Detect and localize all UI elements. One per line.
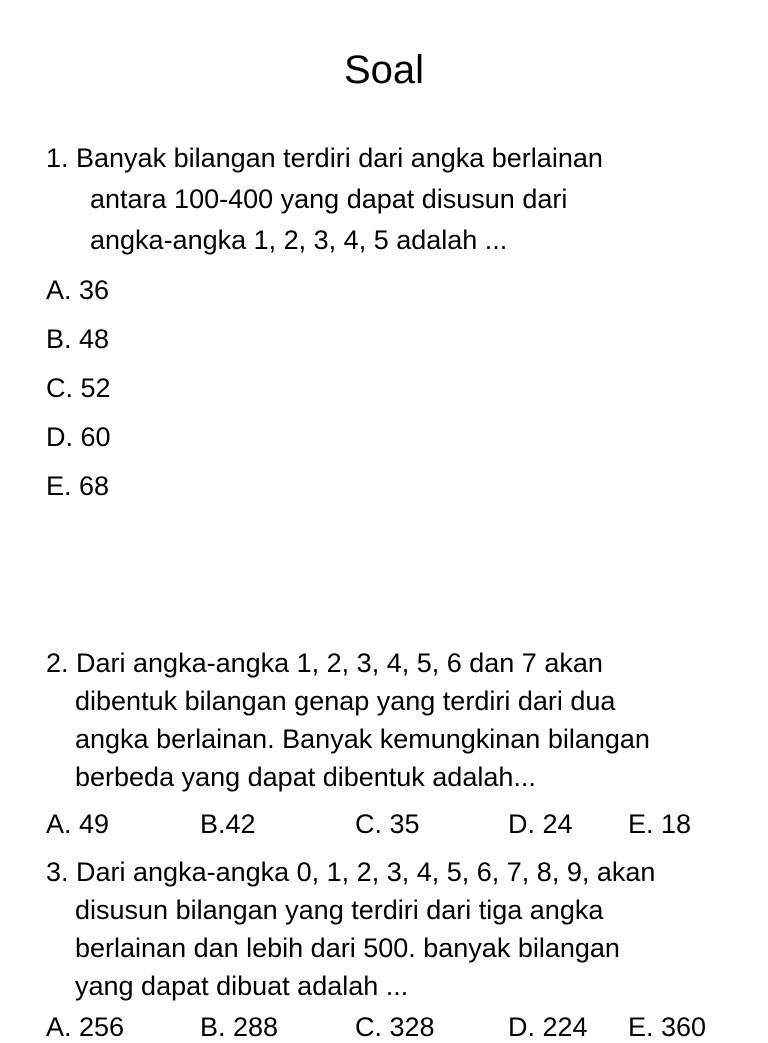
option-1d: D. 60 xyxy=(46,422,111,452)
option-3c: C. 328 xyxy=(355,1012,435,1042)
option-3b: B. 288 xyxy=(200,1012,279,1042)
question-2-line: dibentuk bilangan genap yang terdiri dari dua xyxy=(75,686,616,716)
option-3e: E. 360 xyxy=(628,1012,707,1042)
option-1b: B. 48 xyxy=(46,324,110,354)
question-3-line: disusun bilangan yang terdiri dari tiga angka xyxy=(75,895,604,925)
option-1c: C. 52 xyxy=(46,373,111,403)
question-2 xyxy=(46,644,650,796)
option-1e: E. 68 xyxy=(46,471,110,501)
option-2d: D. 24 xyxy=(508,809,573,839)
option-3d: D. 224 xyxy=(508,1012,588,1042)
option-3a: A. 256 xyxy=(46,1012,125,1042)
question-1-line: antara 100-400 yang dapat disusun dari xyxy=(90,184,568,214)
question-3-line: yang dapat dibuat adalah ... xyxy=(75,971,409,1001)
option-2c: C. 35 xyxy=(355,809,420,839)
question-1-line: angka-angka 1, 2, 3, 4, 5 adalah ... xyxy=(90,225,508,255)
question-1-line: 1. Banyak bilangan terdiri dari angka berlainan xyxy=(46,143,603,173)
question-1 xyxy=(46,138,603,261)
question-3-line: berlainan dan lebih dari 500. banyak bilangan xyxy=(75,933,620,963)
question-2-line: berbeda yang dapat dibentuk adalah... xyxy=(75,762,536,792)
question-2-line: 2. Dari angka-angka 1, 2, 3, 4, 5, 6 dan 7 akan xyxy=(46,648,603,678)
option-2a: A. 49 xyxy=(46,809,110,839)
question-2-line: angka berlainan. Banyak kemungkinan bilangan xyxy=(75,724,650,754)
option-2b: B.42 xyxy=(200,809,256,839)
option-1a: A. 36 xyxy=(46,275,110,305)
page-title: Soal xyxy=(343,48,425,92)
question-3-line: 3. Dari angka-angka 0, 1, 2, 3, 4, 5, 6, 7, 8, 9, akan xyxy=(46,857,656,887)
option-2e: E. 18 xyxy=(628,809,692,839)
question-3 xyxy=(46,853,655,1005)
